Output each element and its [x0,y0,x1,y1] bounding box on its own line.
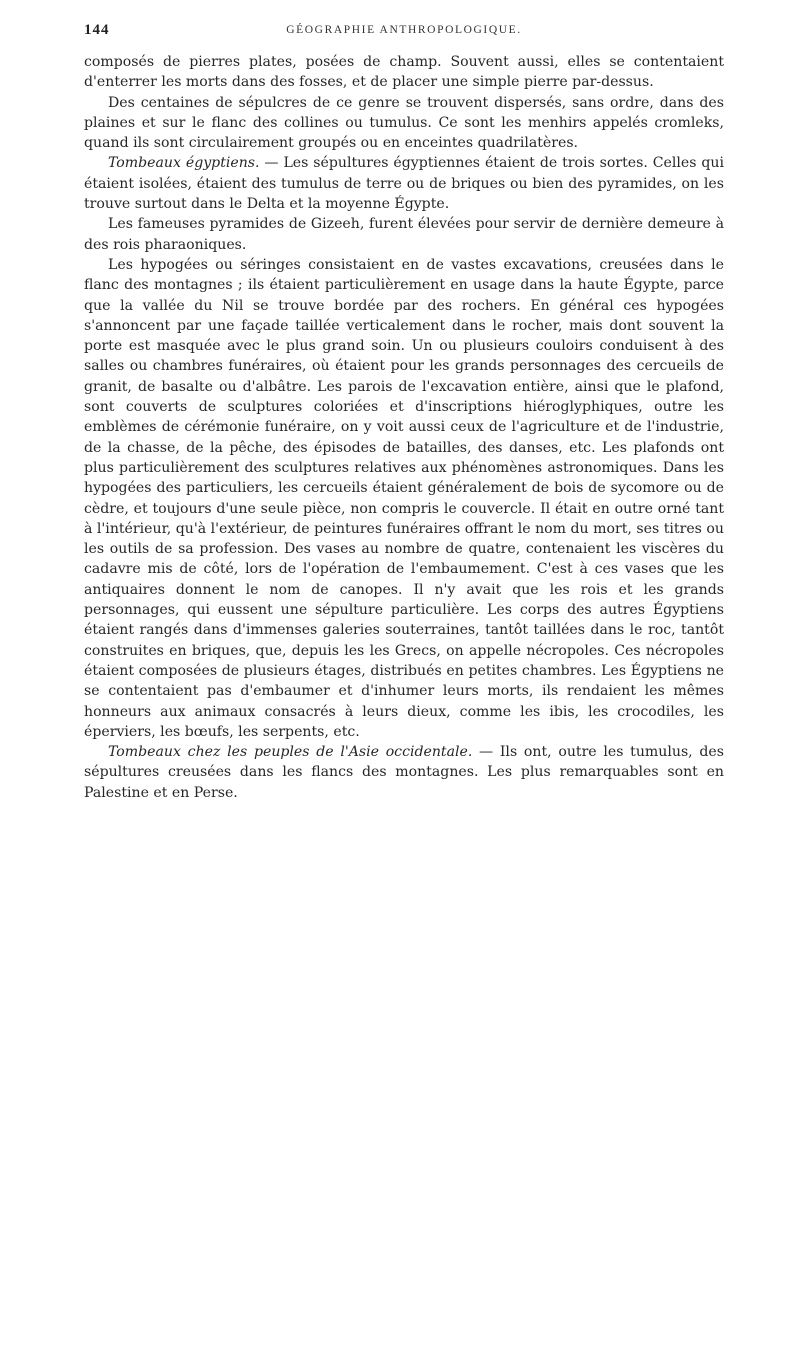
paragraph-text: — Les sépultures égyptiennes étaient de trois sortes. Celles qui étaient isolées, étaient des tumulus de terre ou de briques ou bien des pyramides, on les trouve surtout dans le Delta et la moyenne Égypte. [84,155,724,213]
paragraph [84,214,724,255]
body-text [84,52,724,803]
running-head [84,22,724,44]
running-title: GÉOGRAPHIE ANTHROPOLOGIQUE. [286,24,522,36]
paragraph [84,255,724,742]
paragraph-text: Les fameuses pyramides de Gizeeh, furent élevées pour servir de dernière demeure à des rois pharaoniques. [84,216,724,253]
section-heading: Tombeaux égyptiens. [108,155,260,172]
paragraph [84,742,724,803]
page-number: 144 [84,22,110,38]
paragraph [84,153,724,214]
paragraph [84,52,724,93]
paragraph-text: Des centaines de sépulcres de ce genre se trouvent dispersés, sans ordre, dans des plaines et sur le flanc des collines ou tumulus. Ce sont les menhirs appelés cromleks, quand ils sont circulairement groupés ou en enceintes quadrilatères. [84,94,724,152]
paragraph-text: — Ils ont, outre les tumulus, des sépultures creusées dans les flancs des montagnes. Les plus remarquables sont en Palestine et en Perse. [84,744,724,801]
paragraph [84,93,724,154]
section-heading: Tombeaux chez les peuples de l'Asie occidentale. [108,744,473,761]
paragraph-text: composés de pierres plates, posées de champ. Souvent aussi, elles se contentaient d'enterrer les morts dans des fosses, et de placer une simple pierre par-dessus. [84,54,724,91]
paragraph-text: Les hypogées ou séringes consistaient en de vastes excavations, creusées dans le flanc des montagnes ; ils étaient particulièrement en usage dans la haute Égypte, parce que la vallée du Nil se trouve bordée par des rochers. En général ces hypogées s'annoncent par une façade taillée verticalement dans le rocher, mais dont souvent la porte est masquée avec le plus grand soin. Un ou plusieurs couloirs conduisent à des salles ou chambres funéraires, où étaient pour les grands personnages des cercueils de granit, de basalte ou d'albâtre. Les parois de l'excavation entière, ainsi que le plafond, sont couverts de sculptures coloriées et d'inscriptions hiéroglyphiques, outre les emblèmes de cérémonie funéraire, on y voit aussi ceux de l'agriculture et de l'industrie, de la chasse, de la pêche, des épisodes de batailles, des danses, etc. Les plafonds ont plus particulièrement des sculptures relatives aux phénomènes astronomiques. Dans les hypogées des particuliers, les cercueils étaient généralement de bois de sycomore ou de cèdre, et toujours d'une seule pièce, non compris le couvercle. Il était en outre orné tant à l'intérieur, qu'à l'extérieur, de peintures funéraires offrant le nom du mort, ses titres ou les outils de sa profession. Des vases au nombre de quatre, contenaient les viscères du cadavre mis de côté, lors de l'opération de l'embaumement. C'est à ces vases que les antiquaires donnent le nom de canopes. Il n'y avait que les rois et les grands personnages, qui eussent une sépulture particulière. Les corps des autres Égyptiens étaient rangés dans d'immenses galeries souterraines, tantôt taillées dans le roc, tantôt construites en briques, que, depuis les les Grecs, on appelle nécropoles. Ces nécropoles étaient composées de plusieurs étages, distribués en petites chambres. Les Égyptiens ne se contentaient pas d'embaumer et d'inhumer leurs morts, ils rendaient les mêmes honneurs aux animaux consacrés à leurs dieux, comme les ibis, les crocodiles, les éperviers, les bœufs, les serpents, etc. [84,256,724,740]
